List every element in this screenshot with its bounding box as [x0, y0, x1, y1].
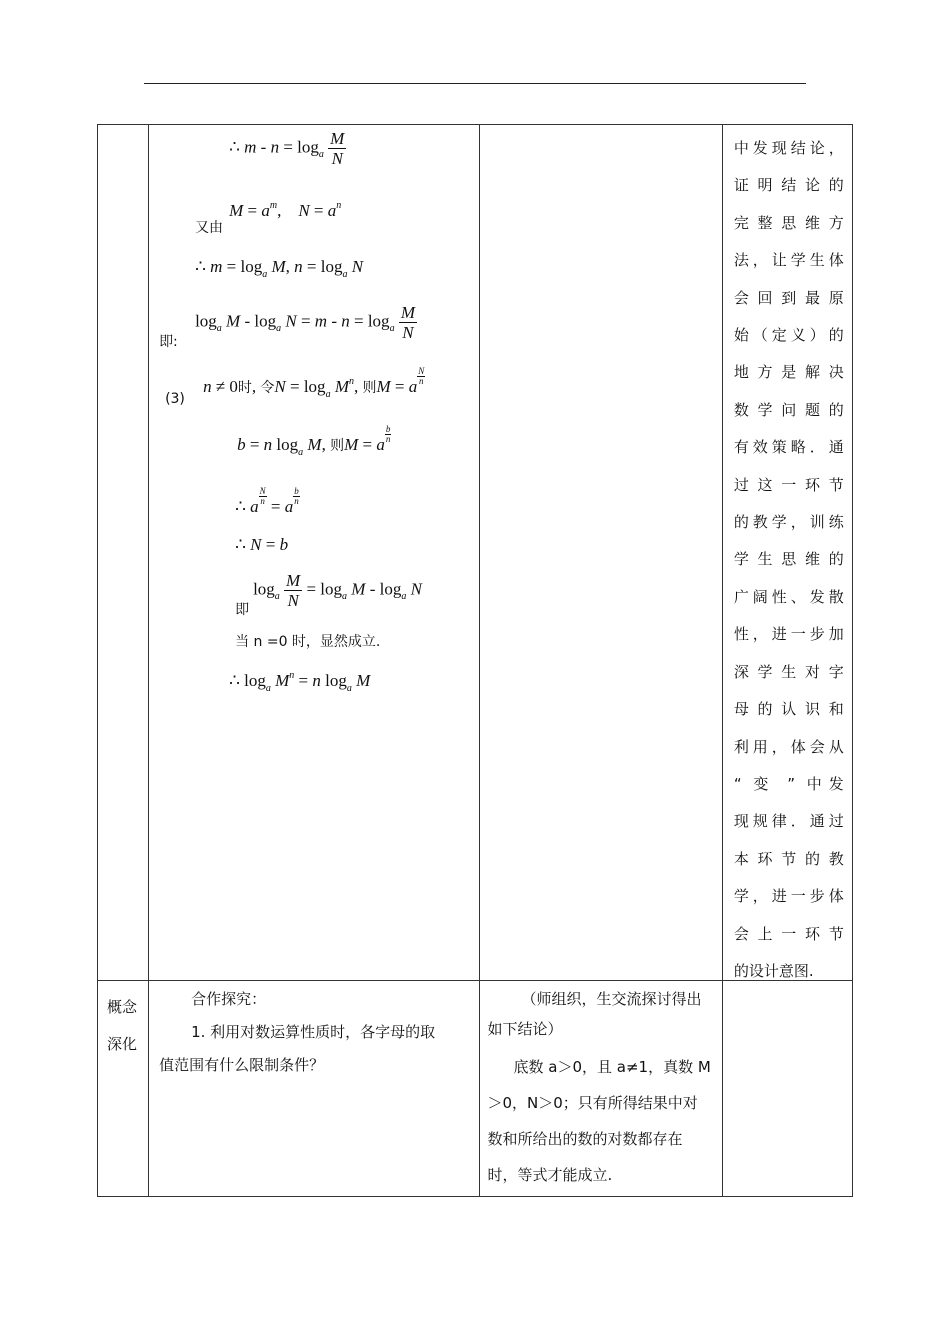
formula-log-quotient-2: $\log_a$ $\frac{M}{N}$ = $\log_a M - \log_a N$ [253, 571, 422, 610]
note-line: 学，进一步体 [733, 887, 844, 906]
stage-label: 概念 深化 [107, 998, 138, 1053]
note-line: 利用，体会从 [733, 737, 844, 756]
note-line: 有效策略．通 [733, 438, 844, 457]
note-line: 性，进一步加 [733, 625, 844, 644]
note-line: “ 变 ” 中发 [733, 774, 844, 793]
note-line: 本环节的教 [733, 849, 844, 868]
stage-cell [98, 981, 149, 1197]
label-ji: 即: [159, 334, 178, 350]
header-rule [144, 83, 806, 84]
note-line: 地方是解决 [733, 363, 844, 382]
note-line: 数学问题的 [733, 400, 844, 419]
design-intent-cell [722, 981, 852, 1197]
stage-cell [98, 125, 149, 981]
design-intent-notes [734, 130, 844, 990]
formula-m-minus-n: ∴ $m - n = \log_a$ $\frac{M}{N}$ [229, 129, 345, 168]
note-line: 现规律．通过 [733, 812, 844, 831]
note-line: 广阔性、发散 [733, 587, 844, 606]
formula-final: ∴ $\log_a M^n = n$ $\log_a M$ [229, 670, 371, 694]
note-line: 学生思维的 [733, 550, 844, 569]
note-line: 过这一环节 [733, 475, 844, 494]
label-you: 又由 [195, 220, 224, 236]
note-line: 的教学，训练 [733, 513, 844, 532]
note-line: 始（定义）的 [733, 326, 844, 345]
formula-part3: n ≠ 0时, 令$N = \log_a M^n$, 则M = a $\frac{N}{n}$ [203, 366, 425, 400]
formula-log-quotient: $\log_a M - \log_a N = m - n = \log_a$ $\frac{M}{N}$ [195, 303, 415, 342]
table-row [98, 125, 853, 981]
student-line: 底数 a＞0，且 a≠1，真数 M [513, 1058, 711, 1076]
teacher-line: 合作探究： [191, 990, 267, 1008]
formula-equal-powers: ∴ a $\frac{N}{n}$ = a $\frac{b}{n}$ [235, 486, 299, 516]
note-line: 的设计意图. [733, 961, 814, 980]
student-line: （师组织，生交流探讨得出 [521, 990, 702, 1008]
formula-M-N-powers: $M = a^m$, $N = a^n$ [229, 200, 342, 220]
note-line: 法，让学生体 [733, 251, 844, 270]
text-when-zero: 当 n =0 时，显然成立. [235, 634, 381, 650]
note-line: 母的认识和 [733, 700, 844, 719]
note-line: 中发现结论， [733, 139, 844, 157]
formula-b-line: b = n $\log_a M$, 则M = a $\frac{b}{n}$ [237, 424, 391, 458]
student-line: 时，等式才能成立. [487, 1166, 613, 1184]
student-line: 数和所给出的数的对数都存在 [487, 1130, 683, 1148]
student-activity-cell [479, 125, 722, 981]
design-intent-cell [722, 125, 852, 981]
teacher-line: 值范围有什么限制条件？ [159, 1056, 325, 1074]
teacher-activity-cell [149, 125, 479, 981]
note-line: 证明结论的 [733, 176, 844, 195]
student-line: ＞0，N＞0；只有所得结果中对 [487, 1094, 698, 1112]
label-part3: (3) [165, 391, 185, 407]
note-line: 完整思维方 [733, 213, 844, 232]
note-line: 深学生对字 [733, 662, 844, 681]
student-activity-cell [479, 981, 722, 1197]
formula-m-n-logs: ∴ $m = \log_a M$, $n = \log_a N$ [195, 257, 364, 280]
lesson-table [97, 124, 853, 1197]
table-row [98, 981, 853, 1197]
note-line: 会上一环节 [733, 924, 844, 943]
student-line: 如下结论） [487, 1020, 563, 1038]
note-line: 会回到最原 [733, 288, 844, 307]
teacher-activity-cell [149, 981, 479, 1197]
teacher-line: 1. 利用对数运算性质时，各字母的取 [191, 1023, 436, 1041]
formula-N-eq-b: ∴ N = b [235, 535, 289, 554]
label-ji-2: 即 [235, 602, 250, 618]
